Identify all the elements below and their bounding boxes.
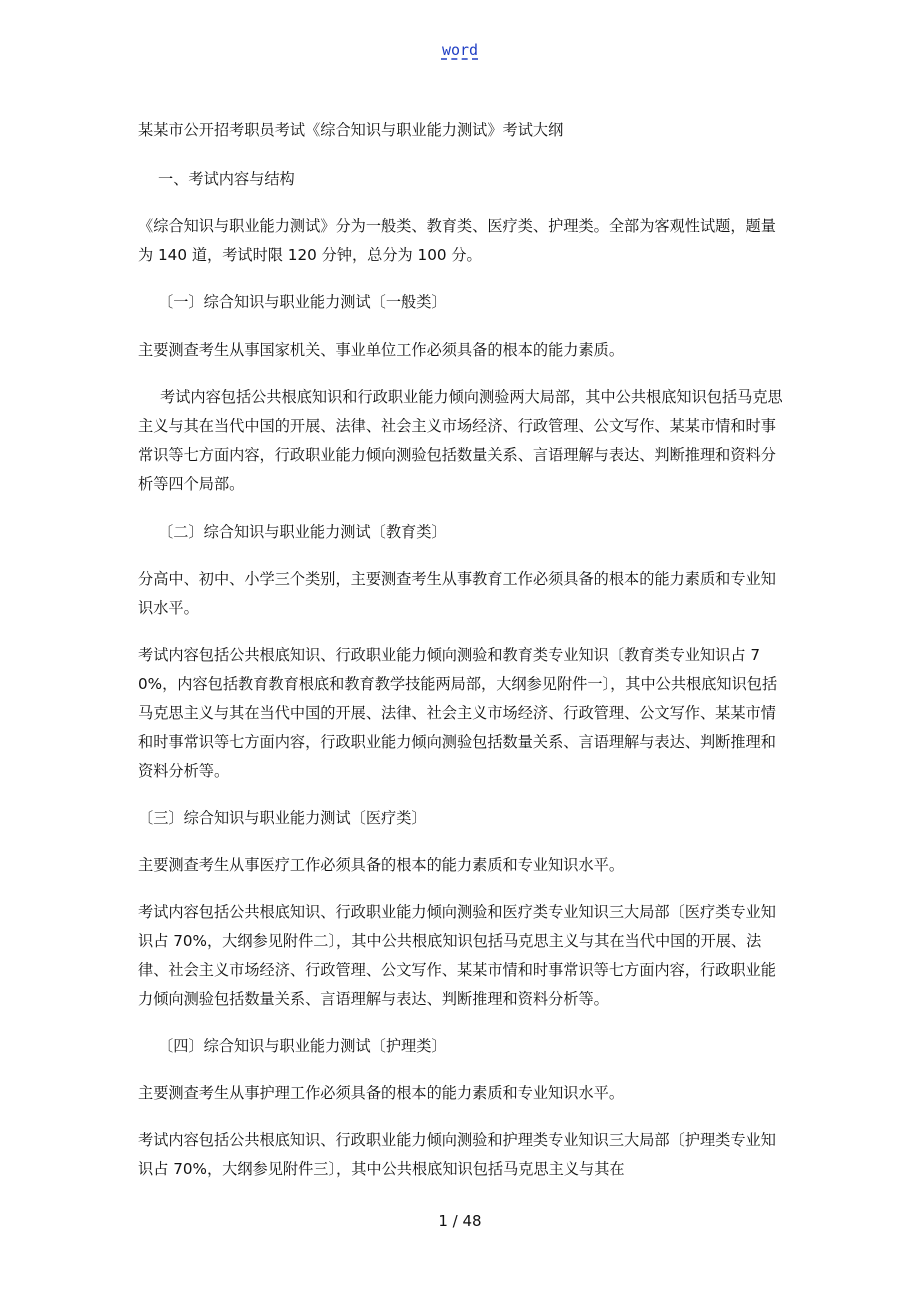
general-content-paragraph: 考试内容包括公共根底知识和行政职业能力倾向测验两大局部，其中公共根底知识包括马克思主义与其在当代中国的开展、法律、社会主义市场经济、行政管理、公文写作、某某市情和时事常识等七方面内容，行政职业能力倾向测验包括数量关系、言语理解与表达、判断推理和资料分析等四个局部。 (138, 388, 783, 493)
medical-content-paragraph: 考试内容包括公共根底知识、行政职业能力倾向测验和医疗类专业知识三大局部〔医疗类专业知识占 70%，大纲参见附件二〕，其中公共根底知识包括马克思主义与其在当代中国的开展、法律、社会主义市场经济、行政管理、公文写作、某某市情和时事常识等七方面内容，行政职业能力倾向测验包括数量关系、言语理解与表达、判断推理和资料分析等。 (138, 903, 776, 1008)
header-word-link[interactable] (0, 40, 920, 60)
section-heading-content-structure: 一、考试内容与结构 (158, 170, 295, 188)
medical-description-paragraph: 主要测查考生从事医疗工作必须具备的根本的能力素质和专业知识水平。 (138, 856, 624, 874)
document-body (138, 116, 783, 1184)
education-content-paragraph: 考试内容包括公共根底知识、行政职业能力倾向测验和教育类专业知识〔教育类专业知识占 70%，内容包括教育教育根底和教育教学技能两局部，大纲参见附件一〕，其中公共根底知识包括马克思主义与其在当代中国的开展、法律、社会主义市场经济、行政管理、公文写作、某某市情和时事常识等七方面内容，行政职业能力倾向测验包括数量关系、言语理解与表达、判断推理和资料分析等。 (138, 646, 778, 780)
header-word-link-text[interactable]: word (441, 41, 479, 59)
general-description-paragraph: 主要测查考生从事国家机关、事业单位工作必须具备的根本的能力素质。 (138, 341, 624, 359)
page-number: 1 / 48 (438, 1212, 482, 1230)
education-description-paragraph: 分高中、初中、小学三个类别，主要测查考生从事教育工作必须具备的根本的能力素质和专业知识水平。 (138, 570, 776, 617)
nursing-description-paragraph: 主要测查考生从事护理工作必须具备的根本的能力素质和专业知识水平。 (138, 1084, 624, 1102)
subsection-heading-medical: 〔三〕综合知识与职业能力测试〔医疗类〕 (138, 809, 427, 827)
nursing-content-paragraph: 考试内容包括公共根底知识、行政职业能力倾向测验和护理类专业知识三大局部〔护理类专业知识占 70%，大纲参见附件三〕，其中公共根底知识包括马克思主义与其在 (138, 1131, 776, 1178)
subsection-heading-nursing: 〔四〕综合知识与职业能力测试〔护理类〕 (158, 1037, 447, 1055)
subsection-heading-general: 〔一〕综合知识与职业能力测试〔一般类〕 (158, 293, 447, 311)
intro-paragraph: 《综合知识与职业能力测试》分为一般类、教育类、医疗类、护理类。全部为客观性试题，题量为 140 道，考试时限 120 分钟，总分为 100 分。 (138, 217, 776, 264)
subsection-heading-education: 〔二〕综合知识与职业能力测试〔教育类〕 (158, 523, 447, 541)
document-title: 某某市公开招考职员考试《综合知识与职业能力测试》考试大纲 (138, 121, 564, 139)
